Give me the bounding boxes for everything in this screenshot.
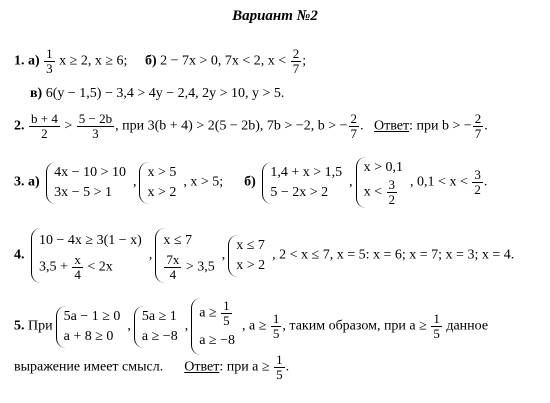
part-label-b: б) (144, 53, 157, 69)
equation-system: 5a − 1 ≥ 0 a + 8 ≥ 0 (56, 306, 125, 348)
equation-system: 4x − 10 > 10 3x − 5 > 1 (46, 162, 130, 204)
fraction: $\frac{2}{7}$ (292, 46, 300, 76)
equation-system: x > 0,1 x < $\frac{3}{2}$ (356, 157, 407, 208)
equation-system: 10 − 4x ≥ 3(1 − x) 3,5 + $\frac{x}{4}$ < 2x (31, 228, 146, 283)
expression: . (483, 174, 488, 190)
expression: выражение имеет смысл. (14, 359, 164, 375)
problem-number: 4. (14, 247, 25, 263)
fraction: $\frac{x}{4}$ (74, 252, 81, 282)
part-label-b: б) (244, 174, 256, 190)
expression: При (28, 318, 53, 334)
answer-text: . (285, 359, 290, 375)
answer-label: Ответ (374, 118, 410, 134)
problem-4: 4. 10 − 4x ≥ 3(1 − x) 3,5 + $\frac{x}{4}$ < 2x , x ≤ 7 $\frac{7x}{4}$ > 3,5 , x ≤ 7 x > 2 , 2 < x ≤ 7, x = 5: x = 6; x = 7; x = 3; x = 4. (14, 228, 514, 283)
fraction: $\frac{1}{3}$ (46, 46, 53, 76)
fraction: $\frac{1}{5}$ (272, 311, 280, 341)
problem-3: 3. а) 4x − 10 > 10 3x − 5 > 1 , x > 5 x > 2 , x > 5; б) 1,4 + x > 1,5 5 − 2x > 2 , x > 0,1 x < $\frac{3}{2}$ , 0,1 < x < $\frac{3}{2}$ . (14, 157, 487, 208)
expression: , 0,1 < x < (410, 174, 468, 190)
expression: , при 3(b + 4) > 2(5 − 2b), 7b > −2, b > − (115, 118, 348, 134)
fraction: $\frac{b + 4}{2}$ (31, 111, 58, 141)
equation-system: x ≤ 7 $\frac{7x}{4}$ > 3,5 (155, 228, 218, 283)
part-label-a: а) (28, 53, 40, 69)
expression: , x > 5; (183, 174, 224, 190)
equation-system: a ≥ $\frac{1}{5}$ a ≥ −8 (191, 298, 239, 355)
expression: 2 − 7x > 0, 7x < 2, x < (160, 53, 287, 69)
expression: ; (302, 53, 307, 69)
equation-system: 1,4 + x > 1,5 5 − 2x > 2 (262, 162, 346, 204)
problem-1-line-2 (30, 86, 284, 102)
fraction: $\frac{1}{5}$ (276, 352, 283, 382)
expression: 6(y − 1,5) − 3,4 > 4y − 2,4, 2y > 10, y > 5. (45, 86, 285, 101)
answer-text: : при b > − (409, 118, 472, 134)
equation-system: x > 5 x > 2 (139, 162, 180, 204)
answer-text: . (484, 118, 488, 134)
fraction: $\frac{2}{7}$ (474, 111, 482, 141)
problem-number: 5. (14, 318, 25, 334)
fraction: $\frac{3}{2}$ (388, 177, 396, 207)
problem-2 (14, 112, 488, 141)
fraction: $\frac{7x}{4}$ (166, 252, 180, 282)
fraction: $\frac{1}{5}$ (433, 311, 440, 341)
expression: x ≥ 2, x ≥ 6; (59, 53, 128, 69)
problem-number: 2. (14, 118, 25, 134)
equation-system: 5a ≥ 1 a ≥ −8 (134, 306, 182, 348)
expression: , таким образом, при a ≥ (282, 318, 427, 334)
fraction: $\frac{2}{7}$ (350, 111, 357, 141)
problem-1-line-1 (14, 47, 306, 76)
part-label-a: а) (28, 174, 40, 190)
fraction: $\frac{5 - 2b}{3}$ (78, 111, 113, 141)
problem-number: 3. (14, 174, 25, 190)
page-title: Вариант №2 (232, 8, 318, 24)
part-label-v: в) (30, 86, 43, 101)
problem-number: 1. (14, 53, 25, 69)
answer-label: Ответ (184, 359, 220, 375)
expression: > (64, 118, 73, 134)
expression: . (360, 118, 364, 134)
fraction: $\frac{1}{5}$ (223, 298, 230, 328)
expression: данное (446, 318, 489, 334)
expression: , a ≥ (242, 318, 267, 334)
equation-system: x ≤ 7 x > 2 (228, 235, 269, 277)
problem-5-line-1: 5. При 5a − 1 ≥ 0 a + 8 ≥ 0 , 5a ≥ 1 a ≥ −8 , a ≥ $\frac{1}{5}$ a ≥ −8 , a ≥ $\frac{1}{5}$ , таким образом, при a ≥ $\frac{1}{5}$ данное (14, 298, 488, 355)
expression: , 2 < x ≤ 7, x = 5: x = 6; x = 7; x = 3; x = 4. (272, 247, 515, 263)
answer-text: : при a ≥ (219, 359, 270, 375)
problem-5-line-2 (14, 353, 289, 382)
fraction: $\frac{3}{2}$ (474, 167, 481, 197)
